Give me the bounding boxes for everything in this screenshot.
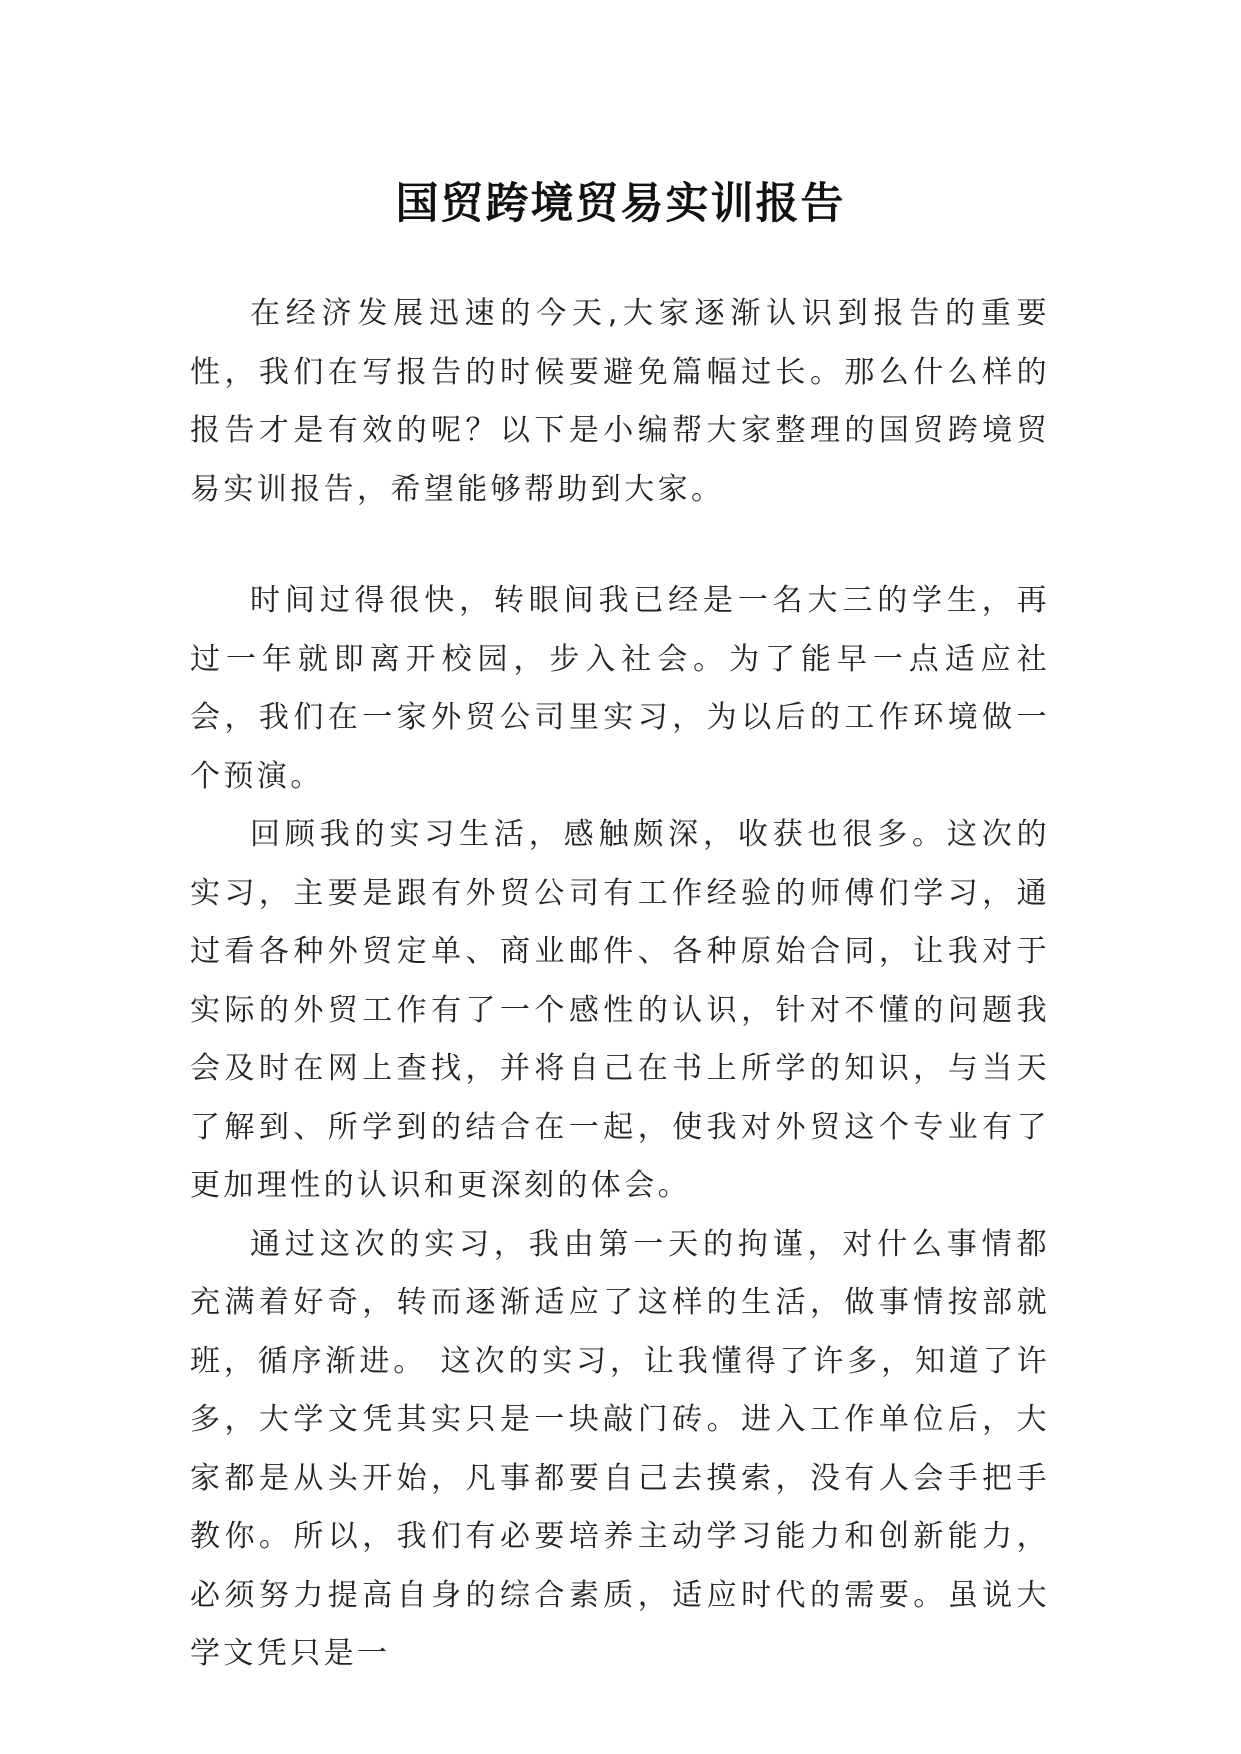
body-paragraph: 回顾我的实习生活，感触颇深，收获也很多。这次的实习，主要是跟有外贸公司有工作经验的师傅们学习，通过看各种外贸定单、商业邮件、各种原始合同，让我对于实际的外贸工作有了一个感性的认识，针对不懂的问题我会及时在网上查找，并将自己在书上所学的知识，与当天了解到、所学到的结合在一起，使我对外贸这个专业有了更加理性的认识和更深刻的体会。 (190, 817, 1050, 1203)
intro-section (190, 285, 1050, 519)
main-section (190, 572, 1050, 1684)
document-title: 国贸跨境贸易实训报告 (395, 178, 846, 229)
intro-paragraph: 在经济发展迅速的今天,大家逐渐认识到报告的重要性，我们在写报告的时候要避免篇幅过长。那么什么样的报告才是有效的呢？以下是小编帮大家整理的国贸跨境贸易实训报告，希望能够帮助到大家。 (190, 296, 1050, 507)
body-paragraph: 时间过得很快，转眼间我已经是一名大三的学生，再过一年就即离开校园，步入社会。为了能早一点适应社会，我们在一家外贸公司里实习，为以后的工作环境做一个预演。 (190, 583, 1050, 794)
body-paragraph: 通过这次的实习，我由第一天的拘谨，对什么事情都充满着好奇，转而逐渐适应了这样的生活，做事情按部就班，循序渐进。 这次的实习，让我懂得了许多，知道了许多，大学文凭其实只是一块敲门砖。进入工作单位后，大家都是从头开始，凡事都要自己去摸索，没有人会手把手教你。所以，我们有必要培养主动学习能力和创新能力，必须努力提高自身的综合素质，适应时代的需要。虽说大学文凭只是一 (190, 1226, 1050, 1671)
